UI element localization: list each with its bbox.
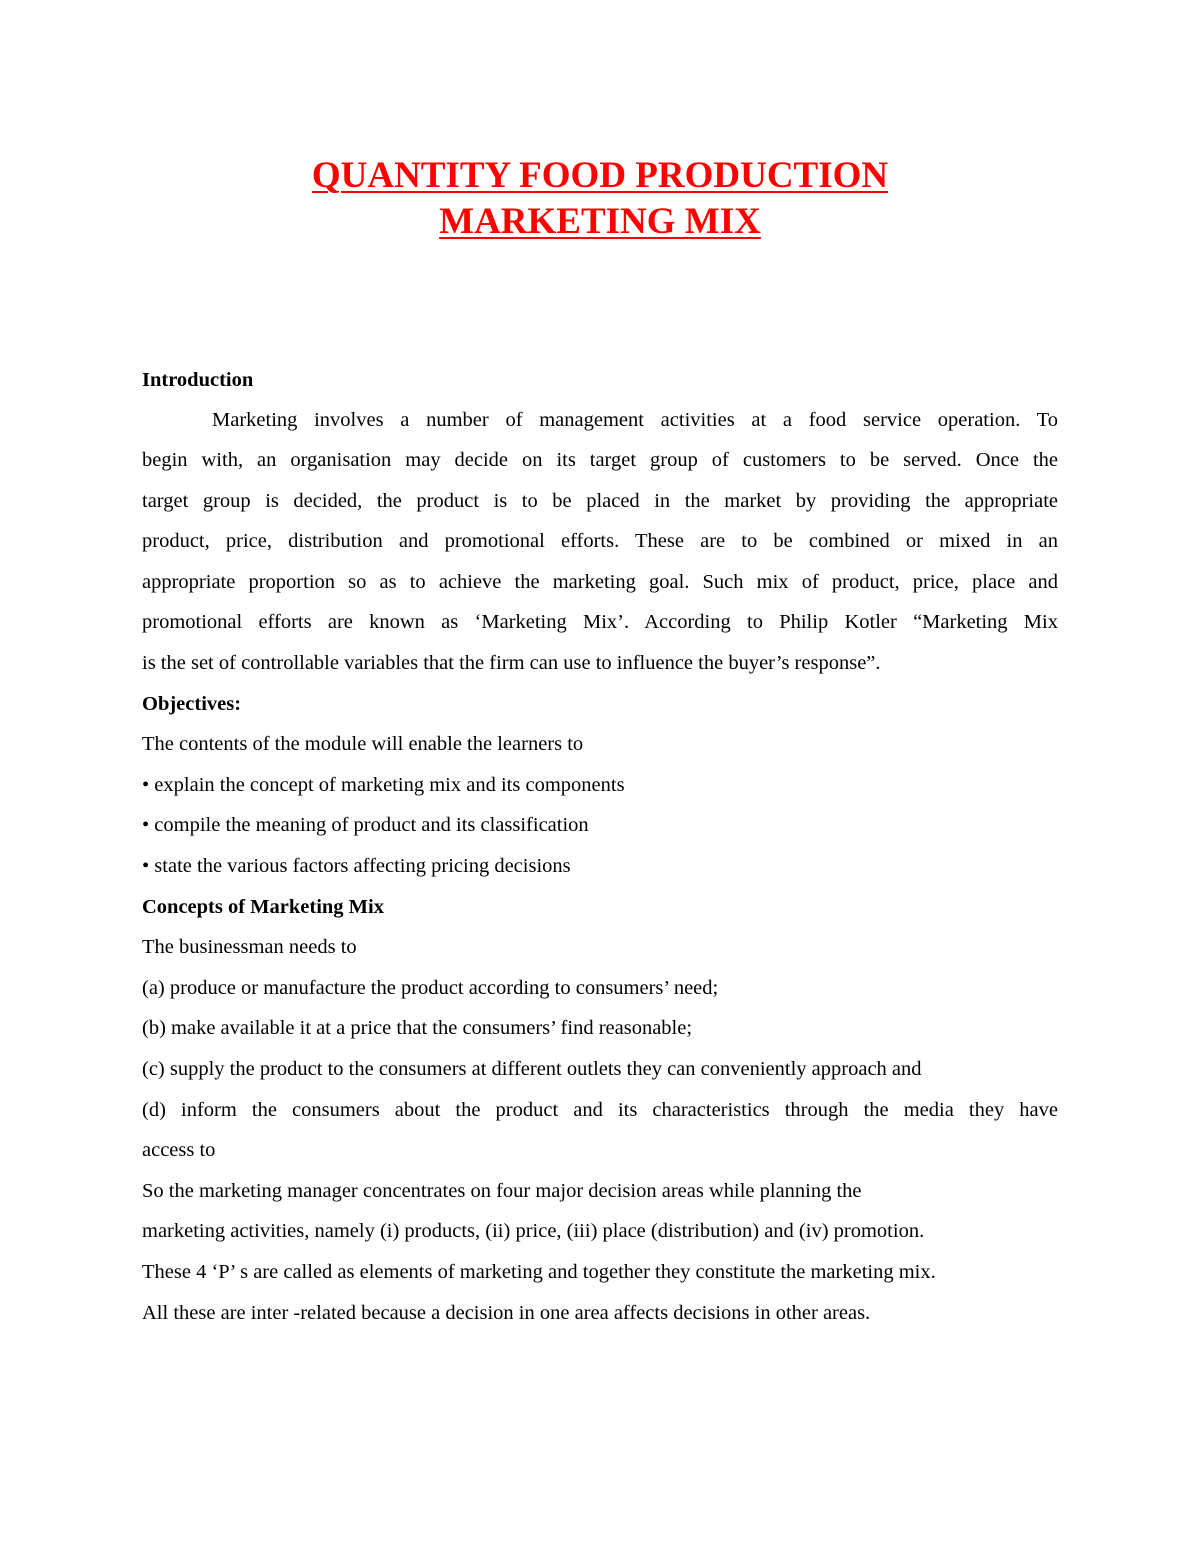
concept-item: (d) inform the consumers about the product and its characteristics through the media they have xyxy=(142,1099,1058,1121)
intro-paragraph-line: appropriate proportion so as to achieve the marketing goal. Such mix of product, price, place and xyxy=(142,571,1058,593)
concepts-lead: The businessman needs to xyxy=(142,936,357,958)
intro-paragraph-line: begin with, an organisation may decide on its target group of customers to be served. Once the xyxy=(142,449,1058,471)
introduction-heading: Introduction xyxy=(142,369,254,391)
concept-item: (c) supply the product to the consumers at different outlets they can conveniently approach and xyxy=(142,1058,922,1080)
concepts-closing-line: All these are inter -related because a decision in one area affects decisions in other areas. xyxy=(142,1302,871,1324)
concepts-closing-line: So the marketing manager concentrates on four major decision areas while planning the xyxy=(142,1180,862,1202)
concept-item: (a) produce or manufacture the product according to consumers’ need; xyxy=(142,977,719,999)
document-title-line-1: QUANTITY FOOD PRODUCTION xyxy=(311,155,889,196)
concepts-heading: Concepts of Marketing Mix xyxy=(142,896,384,918)
intro-paragraph-line: product, price, distribution and promotional efforts. These are to be combined or mixed in an xyxy=(142,530,1058,552)
concepts-closing-line: These 4 ‘P’ s are called as elements of marketing and together they constitute the marketing mix. xyxy=(142,1261,936,1283)
intro-paragraph-line: Marketing involves a number of management activities at a food service operation. To xyxy=(212,409,1058,431)
document-title-line-2: MARKETING MIX xyxy=(439,201,761,242)
concepts-closing-line: marketing activities, namely (i) products, (ii) price, (iii) place (distribution) and (iv) promotion. xyxy=(142,1220,925,1242)
objectives-lead: The contents of the module will enable the learners to xyxy=(142,733,584,755)
intro-paragraph-line: target group is decided, the product is to be placed in the market by providing the appropriate xyxy=(142,490,1058,512)
objective-item: • explain the concept of marketing mix and its components xyxy=(142,774,625,796)
objective-item: • compile the meaning of product and its classification xyxy=(142,814,589,836)
intro-paragraph-line: is the set of controllable variables that the firm can use to influence the buyer’s response”. xyxy=(142,652,881,674)
objective-item: • state the various factors affecting pricing decisions xyxy=(142,855,571,877)
concept-item: (b) make available it at a price that the consumers’ find reasonable; xyxy=(142,1017,693,1039)
intro-paragraph-line: promotional efforts are known as ‘Marketing Mix’. According to Philip Kotler “Marketing Mix xyxy=(142,611,1058,633)
objectives-heading: Objectives: xyxy=(142,693,242,715)
concept-item-continuation: access to xyxy=(142,1139,216,1161)
